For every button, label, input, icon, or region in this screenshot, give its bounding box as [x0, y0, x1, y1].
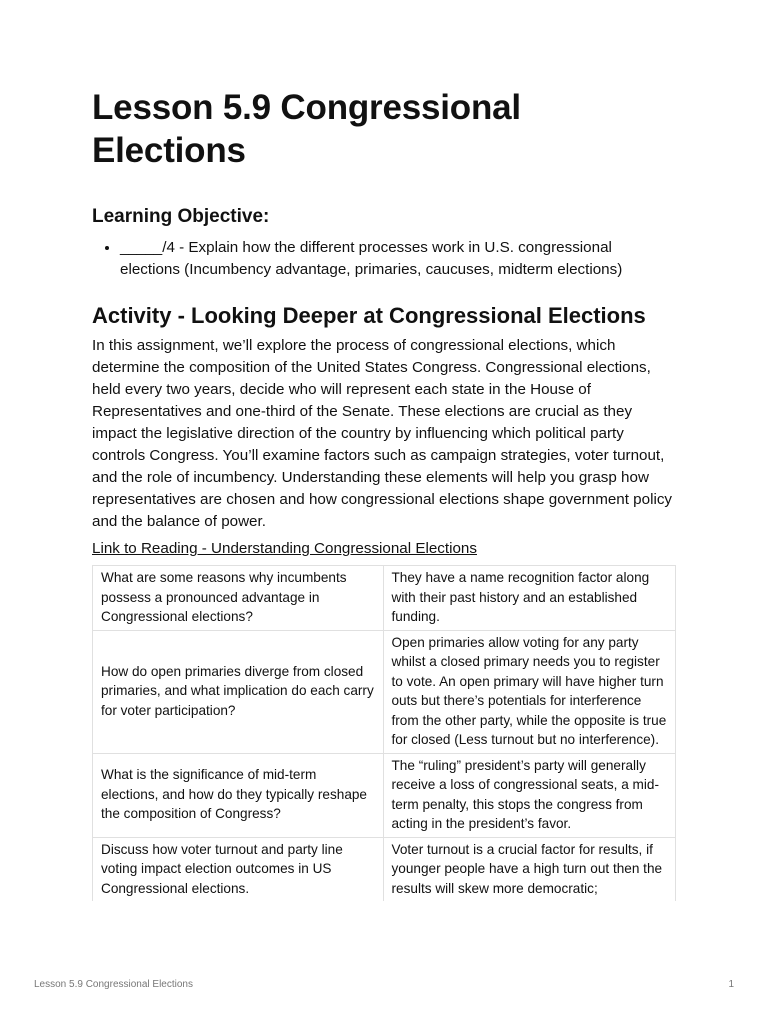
answer-cell: Voter turnout is a crucial factor for results, if younger people have a high turn out then the results will skew more democratic;: [383, 837, 676, 901]
page-footer: [34, 979, 734, 991]
question-cell: Discuss how voter turnout and party line voting impact election outcomes in US Congressional elections.: [93, 837, 384, 901]
page-title: Lesson 5.9 Congressional Elections: [92, 88, 521, 170]
learning-objective-heading: Learning Objective:: [92, 206, 270, 227]
question-cell: What are some reasons why incumbents possess a pronounced advantage in Congressional elections?: [93, 566, 384, 631]
reading-link[interactable]: Link to Reading - Understanding Congressional Elections: [92, 540, 477, 557]
page-number: 1: [728, 979, 734, 990]
table-row: [93, 753, 676, 837]
document-page: [92, 86, 676, 901]
activity-heading: Activity - Looking Deeper at Congressional Elections: [92, 303, 646, 328]
table-row: [93, 630, 676, 753]
objective-item: • _____/4 - Explain how the different processes work in U.S. congressional elections (Incumbency advantage, primaries, caucuses, midterm elections): [120, 237, 676, 281]
answer-cell: The “ruling” president’s party will generally receive a loss of congressional seats, a mid-term penalty, this stops the congress from acting in the president’s favor.: [383, 753, 676, 837]
table-row: [93, 837, 676, 901]
objective-list: [92, 237, 676, 281]
footer-title: Lesson 5.9 Congressional Elections: [34, 979, 193, 990]
table-row: [93, 566, 676, 631]
answer-cell: Open primaries allow voting for any party whilst a closed primary needs you to register to vote. An open primary will have higher turn outs but there’s potentials for interference from the other party, while the opposite is true for closed (Less turnout but no interference).: [383, 630, 676, 753]
question-cell: How do open primaries diverge from closed primaries, and what implication do each carry for voter participation?: [93, 630, 384, 753]
answer-cell: They have a name recognition factor along with their past history and an established funding.: [383, 566, 676, 631]
question-answer-table: [92, 565, 676, 901]
intro-paragraph: In this assignment, we’ll explore the process of congressional elections, which determine the composition of the United States Congress. Congressional elections, held every two years, decide who will represent each state in the House of Representatives and one-third of the Senate. These elections are crucial as they impact the legislative direction of the country by influencing which political party controls Congress. You’ll examine factors such as campaign strategies, voter turnout, and the role of incumbency. Understanding these elements will help you grasp how representatives are chosen and how congressional elections shape government policy and the balance of power.: [92, 337, 673, 530]
question-cell: What is the significance of mid-term elections, and how do they typically reshape the composition of Congress?: [93, 753, 384, 837]
